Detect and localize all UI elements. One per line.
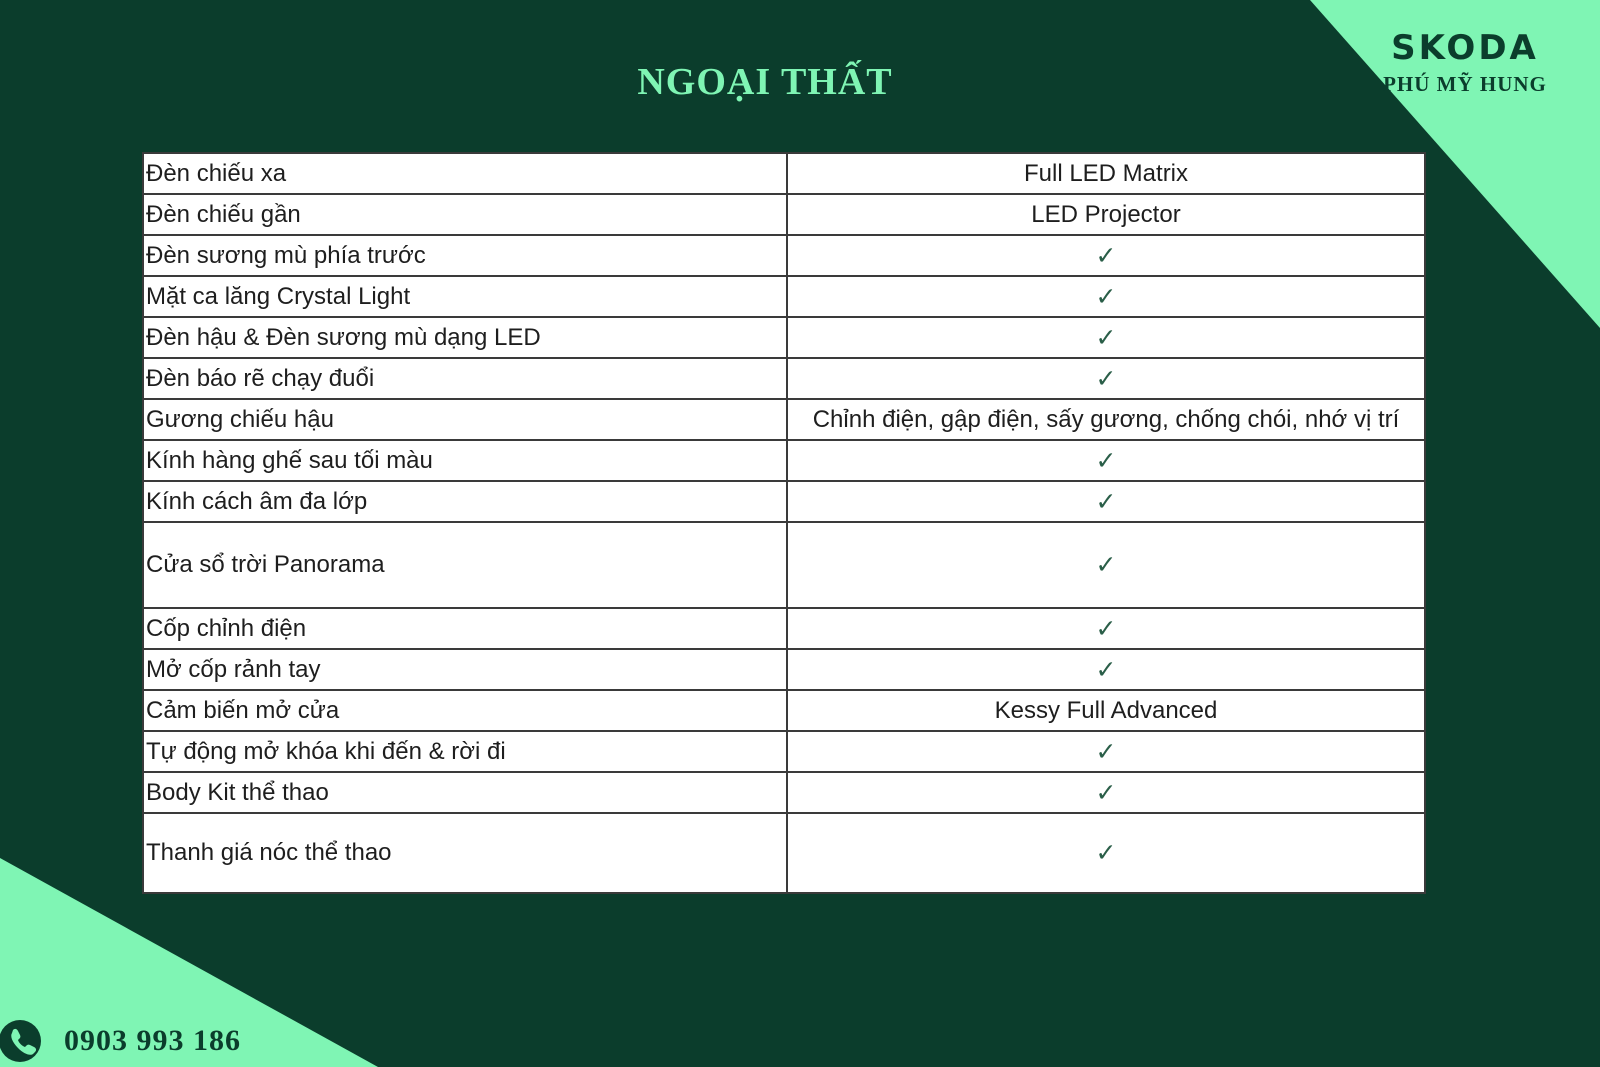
value-cell: Full LED Matrix <box>787 153 1425 194</box>
value-cell <box>787 440 1425 481</box>
check-icon: ✓ <box>1095 655 1117 684</box>
value-cell: LED Projector <box>787 194 1425 235</box>
feature-cell: Mặt ca lăng Crystal Light <box>143 276 787 317</box>
check-icon: ✓ <box>1095 839 1117 867</box>
value-cell <box>787 358 1425 399</box>
feature-cell: Mở cốp rảnh tay <box>143 649 787 690</box>
table-row <box>143 649 1425 690</box>
table-row <box>143 772 1425 813</box>
feature-cell: Thanh giá nóc thể thao <box>143 813 787 893</box>
phone-icon <box>0 1018 46 1064</box>
check-icon: ✓ <box>1095 487 1117 516</box>
feature-cell: Cốp chỉnh điện <box>143 608 787 649</box>
table-row <box>143 522 1425 608</box>
value-cell <box>787 522 1425 608</box>
exterior-spec-table <box>142 152 1426 894</box>
table-row <box>143 813 1425 893</box>
check-icon: ✓ <box>1095 446 1117 475</box>
phone-contact[interactable] <box>0 1018 241 1064</box>
page-title: NGOẠI THẤT <box>637 61 893 103</box>
feature-cell: Kính hàng ghế sau tối màu <box>143 440 787 481</box>
value-cell <box>787 813 1425 893</box>
feature-cell: Cảm biến mở cửa <box>143 690 787 731</box>
value-cell <box>787 276 1425 317</box>
check-icon: ✓ <box>1095 364 1117 393</box>
table-row <box>143 276 1425 317</box>
feature-cell: Đèn báo rẽ chạy đuổi <box>143 358 787 399</box>
phone-number: 0903 993 186 <box>64 1024 241 1057</box>
table-row <box>143 690 1425 731</box>
value-cell <box>787 481 1425 522</box>
table-row <box>143 481 1425 522</box>
table-row <box>143 440 1425 481</box>
feature-cell: Gương chiếu hậu <box>143 399 787 440</box>
feature-cell: Body Kit thể thao <box>143 772 787 813</box>
check-icon: ✓ <box>1095 778 1117 807</box>
feature-cell: Đèn chiếu gần <box>143 194 787 235</box>
check-icon: ✓ <box>1095 551 1117 579</box>
value-cell <box>787 731 1425 772</box>
value-cell <box>787 608 1425 649</box>
check-icon: ✓ <box>1095 614 1117 643</box>
value-cell: Kessy Full Advanced <box>787 690 1425 731</box>
check-icon: ✓ <box>1095 737 1117 766</box>
check-icon: ✓ <box>1095 241 1117 270</box>
table-row <box>143 317 1425 358</box>
feature-cell: Kính cách âm đa lớp <box>143 481 787 522</box>
check-icon: ✓ <box>1095 323 1117 352</box>
brand-location: PHÚ MỸ HUNG <box>1383 72 1547 96</box>
feature-cell: Cửa sổ trời Panorama <box>143 522 787 608</box>
brand-logo <box>1370 28 1560 97</box>
table-row <box>143 731 1425 772</box>
table-row <box>143 194 1425 235</box>
brand-name: SKODA <box>1391 28 1539 68</box>
value-cell <box>787 235 1425 276</box>
value-cell: Chỉnh điện, gập điện, sấy gương, chống chói, nhớ vị trí <box>787 399 1425 440</box>
feature-cell: Đèn hậu & Đèn sương mù dạng LED <box>143 317 787 358</box>
table-row <box>143 235 1425 276</box>
value-cell <box>787 772 1425 813</box>
table-row <box>143 399 1425 440</box>
table-row <box>143 358 1425 399</box>
check-icon: ✓ <box>1095 282 1117 311</box>
feature-cell: Đèn sương mù phía trước <box>143 235 787 276</box>
feature-cell: Đèn chiếu xa <box>143 153 787 194</box>
table-row <box>143 608 1425 649</box>
spec-table-container <box>142 152 1426 894</box>
table-row <box>143 153 1425 194</box>
feature-cell: Tự động mở khóa khi đến & rời đi <box>143 731 787 772</box>
value-cell <box>787 649 1425 690</box>
value-cell <box>787 317 1425 358</box>
